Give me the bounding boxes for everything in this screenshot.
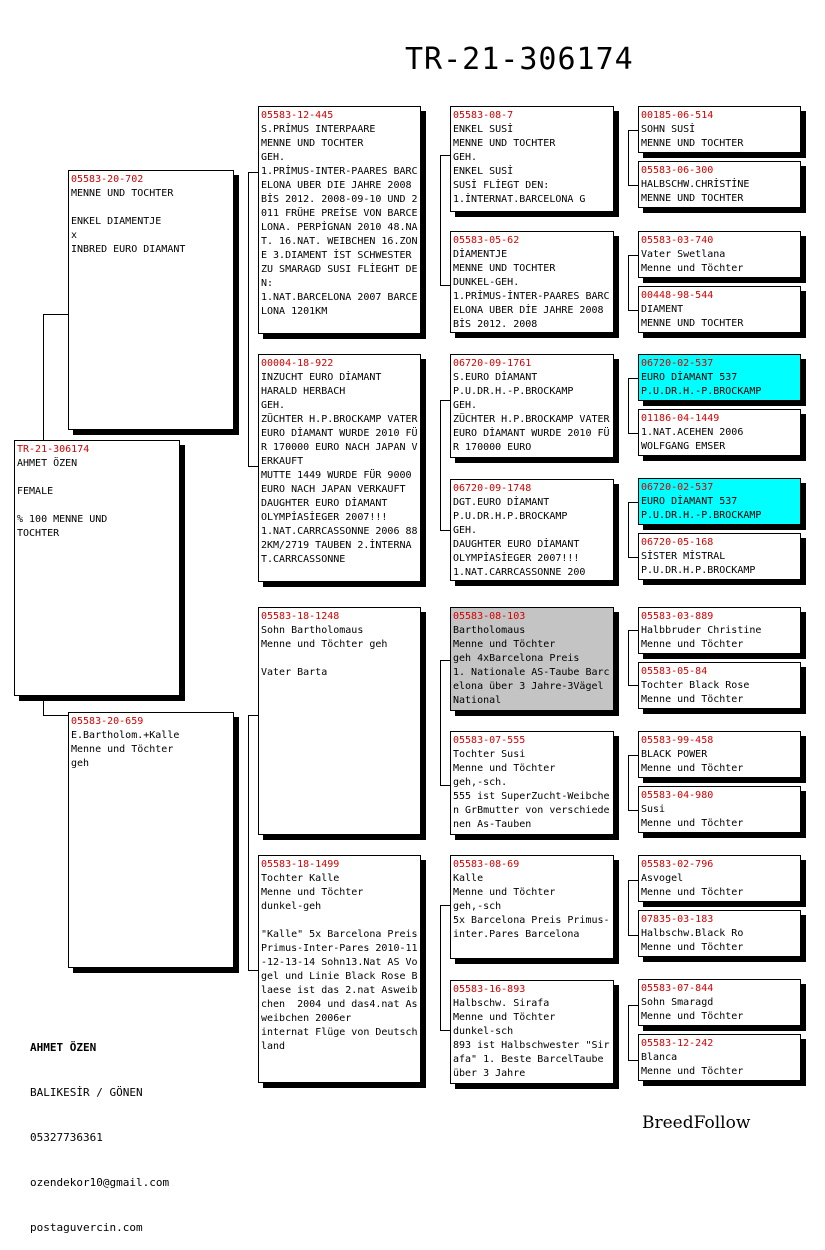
- card-text: MENNE UND TOCHTER ENKEL DIAMENTJE x INBRED EURO DIAMANT: [71, 188, 186, 255]
- connector-gp4-b: [440, 1030, 450, 1031]
- ring-number: 01186-04-1449: [641, 413, 720, 424]
- card-text: S.PRİMUS INTERPAARE MENNE UND TOCHTER GEH. 1.PRİMUS-INTER-PAARES BARCELONA UBER DIE JAHRE 2008 BİS 2012. 2008-09-10 UND 2011 FRÜHE PREİSE VON BARCELONA. PERPİGNAN 2010 48.NAT. 16.NAT. WEIBCHEN 16.ZONE 3.DIAMENT İST SCHWESTER ZU SMARAGD SUSI FLİEGHT DEN: 1.NAT.BARCELONA 2007 BARCELONA 1201KM: [261, 124, 418, 317]
- connector-subject-top: [43, 314, 68, 315]
- breeder-email[interactable]: ozendekor10@gmail.com: [30, 1176, 170, 1189]
- ring-number: 05583-12-242: [641, 1038, 714, 1049]
- connector-ggp7-a: [628, 880, 638, 881]
- connector-ggp5: [628, 630, 629, 685]
- ggg-card[interactable]: [638, 106, 801, 153]
- card-text: DIAMENT MENNE UND TOCHTER: [641, 304, 744, 329]
- connector-gp2-a: [440, 400, 450, 401]
- ggg-card[interactable]: [638, 409, 801, 456]
- subject-card[interactable]: [14, 440, 180, 696]
- ring-number: 05583-06-300: [641, 165, 714, 176]
- connector-dam-b: [248, 970, 258, 971]
- ring-number: 05583-20-659: [71, 716, 144, 727]
- connector-gp2: [440, 400, 441, 530]
- great-grandparent-card[interactable]: [450, 354, 614, 458]
- ring-number: 00004-18-922: [261, 358, 334, 369]
- connector-ggp6-b: [628, 810, 638, 811]
- connector-ggp8: [628, 1005, 629, 1060]
- connector-sire: [248, 172, 249, 466]
- card-text: SOHN SUSİ MENNE UND TOCHTER: [641, 124, 744, 149]
- breeder-website[interactable]: postaguvercin.com: [30, 1221, 143, 1234]
- connector-ggp1-a: [628, 130, 638, 131]
- ring-number: 05583-08-7: [453, 110, 514, 121]
- great-grandparent-card[interactable]: [450, 980, 614, 1084]
- great-grandparent-card[interactable]: [450, 855, 614, 959]
- ggg-card[interactable]: [638, 161, 801, 208]
- card-text: HALBSCHW.CHRİSTİNE MENNE UND TOCHTER: [641, 179, 750, 204]
- card-text: Susi Menne und Töchter: [641, 804, 744, 829]
- brand-logo: BreedFollow: [642, 1113, 751, 1133]
- ggg-card[interactable]: [638, 286, 801, 333]
- breeder-phone[interactable]: 05327736361: [30, 1131, 103, 1144]
- ggg-card-highlighted[interactable]: [638, 354, 801, 401]
- card-text: 1.NAT.ACEHEN 2006 WOLFGANG EMSER: [641, 427, 744, 452]
- ring-number: 06720-09-1761: [453, 358, 532, 369]
- ring-number: 06720-05-168: [641, 537, 714, 548]
- connector-ggp4-b: [628, 557, 638, 558]
- connector-ggp2-a: [628, 255, 638, 256]
- card-text: Tochter Black Rose Menne und Töchter: [641, 680, 750, 705]
- connector-ggp5-a: [628, 630, 638, 631]
- ring-number: 05583-20-702: [71, 174, 144, 185]
- ring-number: 00185-06-514: [641, 110, 714, 121]
- card-text: Halbschw.Black Ro Menne und Töchter: [641, 928, 744, 953]
- connector-gp4: [440, 905, 441, 1030]
- card-text: E.Bartholom.+Kalle Menne und Töchter geh: [71, 730, 180, 769]
- connector-ggp3-a: [628, 378, 638, 379]
- ring-number: 05583-07-844: [641, 983, 714, 994]
- pedigree-title: TR-21-306174: [405, 42, 634, 77]
- card-text: Halbschw. Sirafa Menne und Töchter dunkel-sch 893 ist Halbschwester "Sirafa" 1. Beste BarcelTaube über 3 Jahre: [453, 998, 610, 1079]
- connector-subject-bottom: [43, 715, 68, 716]
- connector-ggp3: [628, 378, 629, 433]
- card-text: INZUCHT EURO DİAMANT HARALD HERBACH GEH. ZÜCHTER H.P.BROCKAMP VATER EURO DİAMANT WURDE 2010 FÜR 170000 EURO NACH JAPAN VERKAUFT MUTTE 1449 WURDE FÜR 9000 EURO NACH JAPAN VERKAUFT DAUGHTER EURO DİAMANT OLYMPİASİEGER 2007!!! 1.NAT.CARRCASSONNE 2006 882KM/2719 TAUBEN 2.İNTERNAT.CARRCASSONNE: [261, 372, 418, 565]
- card-text: EURO DİAMANT 537 P.U.DR.H.-P.BROCKAMP: [641, 496, 762, 521]
- ggg-card[interactable]: [638, 231, 801, 278]
- connector-ggp2: [628, 255, 629, 310]
- connector-gp1-b: [440, 285, 450, 286]
- connector-gp3: [440, 660, 441, 785]
- ggg-card[interactable]: [638, 662, 801, 709]
- connector-ggp5-b: [628, 685, 638, 686]
- card-text: Sohn Smaragd Menne und Töchter: [641, 997, 744, 1022]
- connector-ggp7-b: [628, 935, 638, 936]
- ring-number: 05583-07-555: [453, 735, 526, 746]
- ring-number: 05583-02-796: [641, 859, 714, 870]
- ggg-card[interactable]: [638, 786, 801, 833]
- ggg-card[interactable]: [638, 910, 801, 957]
- card-text: Vater Swetlana Menne und Töchter: [641, 249, 744, 274]
- grandparent-card[interactable]: [258, 354, 421, 582]
- ggg-card[interactable]: [638, 731, 801, 778]
- connector-ggp4: [628, 502, 629, 557]
- connector-sire-b: [248, 466, 258, 467]
- card-text: S.EURO DİAMANT P.U.DR.H.-P.BROCKAMP GEH. ZÜCHTER H.P.BROCKAMP VATER EURO DİAMANT WURDE 2010 FÜR 170000 EURO: [453, 372, 610, 453]
- card-text: ENKEL SUSİ MENNE UND TOCHTER GEH. ENKEL SUSİ SUSİ FLİEGT DEN: 1.İNTERNAT.BARCELONA G: [453, 124, 586, 205]
- ring-number: 05583-05-84: [641, 666, 708, 677]
- ring-number: 05583-03-889: [641, 611, 714, 622]
- card-text: DGT.EURO DİAMANT P.U.DR.H.P.BROCKAMP GEH. DAUGHTER EURO DİAMANT OLYMPİASİEGER 2007!!! 1.NAT.CARRCASSONNE 200: [453, 497, 586, 578]
- card-text: SİSTER MİSTRAL P.U.DR.H.P.BROCKAMP: [641, 551, 756, 576]
- sire-card[interactable]: [68, 170, 234, 430]
- ggg-card[interactable]: [638, 979, 801, 1026]
- ring-number: 05583-08-69: [453, 859, 520, 870]
- card-text: Asvogel Menne und Töchter: [641, 873, 744, 898]
- connector-gp2-b: [440, 530, 450, 531]
- ring-number: 06720-09-1748: [453, 483, 532, 494]
- card-text: Bartholomaus Menne und Töchter geh 4xBarcelona Preis 1. Nationale AS-Taube Barcelona über 3 Jahre-3Vägel National: [453, 625, 610, 706]
- great-grandparent-card[interactable]: [450, 731, 614, 835]
- card-text: Kalle Menne und Töchter geh,-sch 5x Barcelona Preis Primus-inter.Pares Barcelona: [453, 873, 610, 940]
- connector-gp4-a: [440, 905, 450, 906]
- connector-ggp8-b: [628, 1060, 638, 1061]
- ring-number: TR-21-306174: [17, 444, 90, 455]
- connector-gp1: [440, 155, 441, 285]
- ggg-card[interactable]: [638, 1034, 801, 1081]
- grandparent-card[interactable]: [258, 607, 421, 835]
- connector-gp1-a: [440, 155, 450, 156]
- card-text: Sohn Bartholomaus Menne und Töchter geh Vater Barta: [261, 625, 388, 678]
- ring-number: 00448-98-544: [641, 290, 714, 301]
- card-text: Tochter Susi Menne und Töchter geh,-sch. 555 ist SuperZucht-Weibchen GrBmutter von verschiedenen As-Tauben: [453, 749, 610, 830]
- connector-ggp1: [628, 130, 629, 185]
- ring-number: 05583-18-1248: [261, 611, 340, 622]
- ring-number: 05583-03-740: [641, 235, 714, 246]
- ring-number: 05583-08-103: [453, 611, 526, 622]
- card-text: AHMET ÖZEN FEMALE % 100 MENNE UND TOCHTER: [17, 458, 108, 539]
- grandparent-card[interactable]: [258, 855, 421, 1083]
- connector-ggp7: [628, 880, 629, 935]
- grandparent-card[interactable]: [258, 106, 421, 334]
- great-grandparent-card[interactable]: [450, 106, 614, 212]
- ring-number: 05583-16-893: [453, 984, 526, 995]
- ring-number: 05583-04-980: [641, 790, 714, 801]
- connector-ggp6-a: [628, 755, 638, 756]
- ring-number: 05583-99-458: [641, 735, 714, 746]
- ring-number: 07835-03-183: [641, 914, 714, 925]
- card-text: BLACK POWER Menne und Töchter: [641, 749, 744, 774]
- card-text: DİAMENTJE MENNE UND TOCHTER DUNKEL-GEH. 1.PRİMUS-İNTER-PAARES BARCELONA UBER DİE JAHRE 2008 BİS 2012. 2008: [453, 249, 610, 330]
- card-text: Blanca Menne und Töchter: [641, 1052, 744, 1077]
- ring-number: 05583-12-445: [261, 110, 334, 121]
- great-grandparent-card-highlighted[interactable]: [450, 607, 614, 711]
- card-text: EURO DİAMANT 537 P.U.DR.H.-P.BROCKAMP: [641, 372, 762, 397]
- ring-number: 06720-02-537: [641, 482, 714, 493]
- connector-gp3-b: [440, 785, 450, 786]
- breeder-location: BALIKESİR / GÖNEN: [30, 1086, 143, 1099]
- great-grandparent-card[interactable]: [450, 479, 614, 581]
- connector-sire-a: [248, 172, 258, 173]
- ring-number: 06720-02-537: [641, 358, 714, 369]
- card-text: Halbbruder Christine Menne und Töchter: [641, 625, 762, 650]
- connector-ggp2-b: [628, 310, 638, 311]
- ggg-card[interactable]: [638, 533, 801, 580]
- connector-dam: [248, 715, 249, 970]
- dam-card[interactable]: [68, 712, 234, 968]
- connector-ggp4-a: [628, 502, 638, 503]
- breeder-contact: [30, 1010, 169, 1250]
- ring-number: 05583-05-62: [453, 235, 520, 246]
- ring-number: 05583-18-1499: [261, 859, 340, 870]
- great-grandparent-card[interactable]: [450, 231, 614, 333]
- connector-dam-a: [248, 715, 258, 716]
- ggg-card-highlighted[interactable]: [638, 478, 801, 525]
- connector-ggp1-b: [628, 185, 638, 186]
- connector-ggp6: [628, 755, 629, 810]
- breeder-name: AHMET ÖZEN: [30, 1041, 97, 1054]
- card-text: Tochter Kalle Menne und Töchter dunkel-geh "Kalle" 5x Barcelona PreisPrimus-Inter-Pares 2010-11-12-13-14 Sohn13.Nat AS Vogel und Linie Black Rose Blaese ist das 2.nat Asweibchen 2004 und das4.nat Asweibchen 2006er internat Flüge von Deutschland: [261, 873, 418, 1052]
- connector-ggp3-b: [628, 433, 638, 434]
- ggg-card[interactable]: [638, 607, 801, 654]
- connector-gp3-a: [440, 660, 450, 661]
- ggg-card[interactable]: [638, 855, 801, 902]
- connector-ggp8-a: [628, 1005, 638, 1006]
